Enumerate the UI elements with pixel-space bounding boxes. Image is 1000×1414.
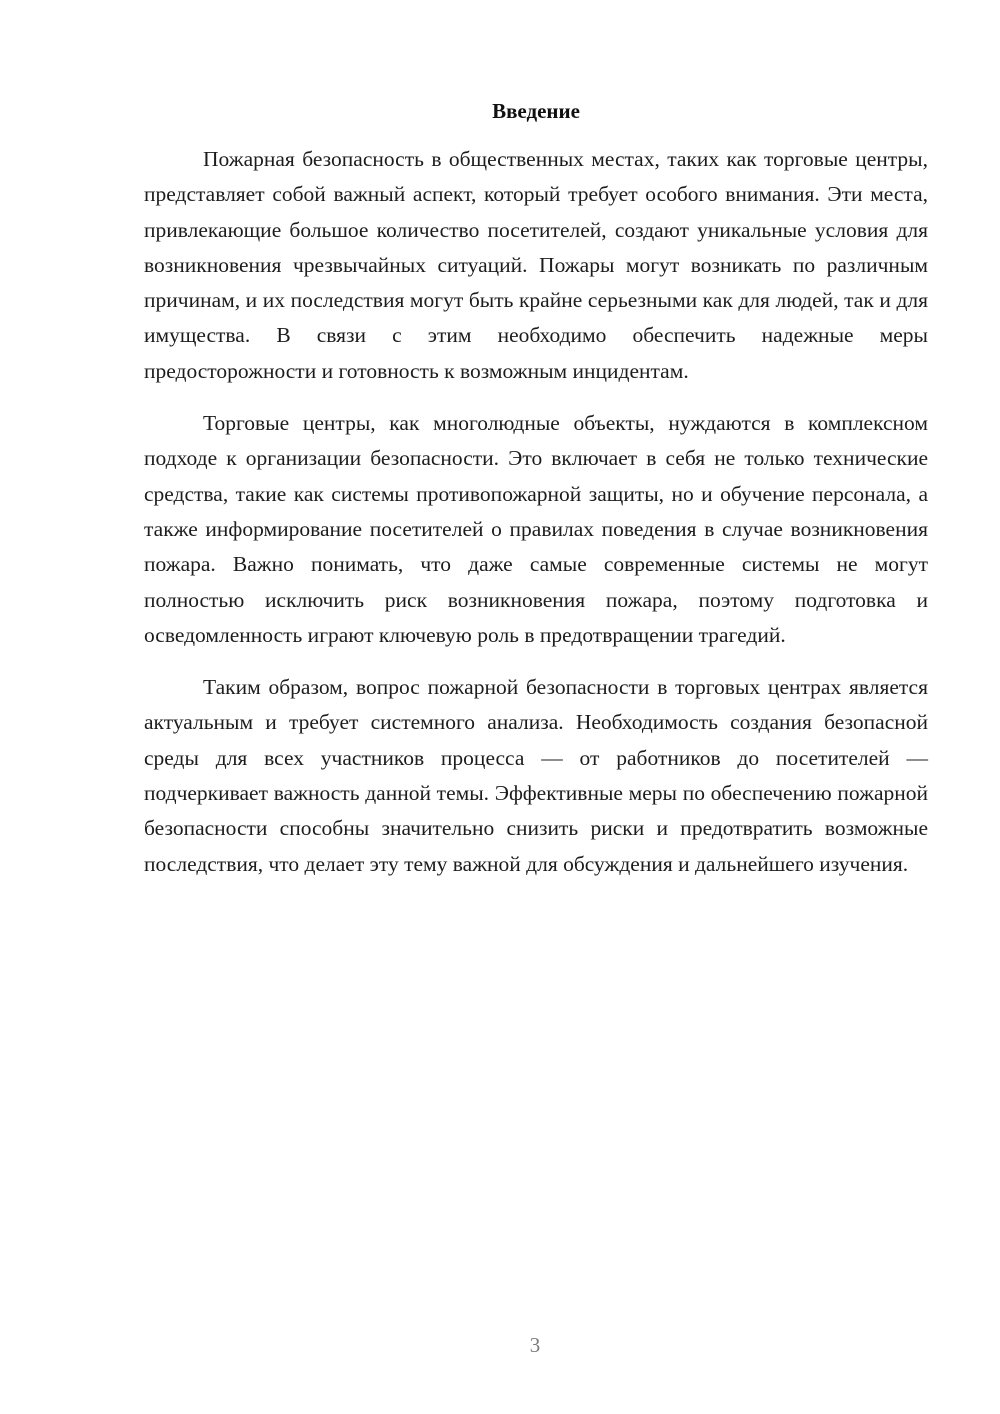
paragraph-1: Пожарная безопасность в общественных местах, таких как торговые центры, представляет собой важный аспект, который требует особого внимания. Эти места, привлекающие большое количество посетителей, создают уникальные условия для возникновения чрезвычайных ситуаций. Пожары могут возникать по различным причинам, и их последствия могут быть крайне серьезными как для людей, так и для имущества. В связи с этим необходимо обеспечить надежные меры предосторожности и готовность к возможным инцидентам. (144, 147, 928, 383)
section-heading: Введение (492, 99, 580, 123)
paragraph-2: Торговые центры, как многолюдные объекты, нуждаются в комплексном подходе к организации безопасности. Это включает в себя не только технические средства, такие как системы противопожарной защиты, но и обучение персонала, а также информирование посетителей о правилах поведения в случае возникновения пожара. Важно понимать, что даже самые современные системы не могут полностью исключить риск возникновения пожара, поэтому подготовка и осведомленность играют ключевую роль в предотвращении трагедий. (144, 411, 928, 647)
page-content (144, 96, 928, 899)
paragraph-3: Таким образом, вопрос пожарной безопасности в торговых центрах является актуальным и требует системного анализа. Необходимость создания безопасной среды для всех участников процесса — от работников до посетителей — подчеркивает важность данной темы. Эффективные меры по обеспечению пожарной безопасности способны значительно снизить риски и предотвратить возможные последствия, что делает эту тему важной для обсуждения и дальнейшего изучения. (144, 675, 928, 876)
page-number: 3 (529, 1333, 541, 1357)
